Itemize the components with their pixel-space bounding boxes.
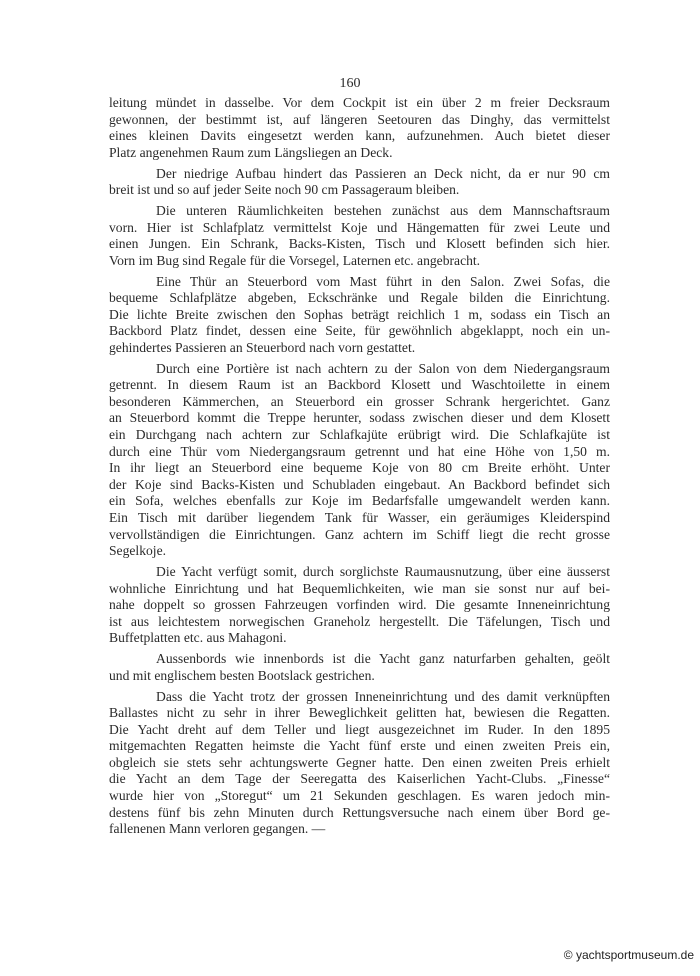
text-line: gehindertes Passieren an Steuerbord nach vorn gestattet.	[109, 339, 416, 355]
text-line: Die Yacht dreht auf dem Teller und liegt ausgezeichnet im Ruder. In den 1895	[109, 721, 610, 737]
text-line: an Steuerbord kommt die Treppe herunter, sodass zwischen dieser und dem Klosett	[109, 410, 610, 426]
text-line: eines kleinen Davits eingesetzt werden kann, aufzunehmen. Auch bietet dieser	[109, 128, 610, 144]
text-line: einen Jungen. Ein Schrank, Backs-Kisten, Tisch und Klosett befinden sich hier.	[109, 236, 610, 252]
text-line: destens fünf bis zehn Minuten durch Rettungsversuche nach einem über Bord ge-	[109, 804, 610, 820]
text-line: Ein Tisch mit darüber liegendem Tank für Wasser, ein geräumiges Kleiderspind	[109, 510, 610, 525]
text-line: wurde hier von „Storegut“ um 21 Sekunden geschlagen. Es waren jedoch min-	[109, 788, 610, 804]
text-line: fallenenen Mann verloren gegangen. —	[109, 821, 326, 837]
text-line: Backbord Platz findet, dessen eine Seite, für gewöhnlich abgeklappt, noch ein un-	[109, 323, 610, 339]
text-line: besonderen Kämmerchen, an Steuerbord ein grosser Schrank hergerichtet. Ganz	[109, 393, 610, 409]
text-line: ist aus leichtestem norwegischen Graneholz hergestellt. Die Täfelungen, Tisch und	[109, 613, 610, 629]
watermark: © yachtsportmuseum.de	[563, 948, 694, 962]
text-line: leitung mündet in dasselbe. Vor dem Cockpit ist ein über 2 m freier Decksraum	[109, 95, 610, 110]
text-line: vorn. Hier ist Schlafplatz vermittelst Koje und Hängematten für zwei Leute und	[109, 219, 610, 235]
text-line: Segelkoje.	[109, 543, 167, 559]
text-line: Die unteren Räumlichkeiten bestehen zunächst aus dem Mannschaftsraum	[156, 202, 610, 218]
text-line: ein Sofa, welches ebenfalls zur Koje im Bedarfsfalle umgewandelt werden kann.	[109, 493, 610, 509]
paragraph	[109, 203, 610, 269]
text-line: Buffetplatten etc. aus Mahagoni.	[109, 630, 287, 646]
text-line: durch eine Thür vom Niedergangsraum getrennt und hat eine Höhe von 1,50 m.	[109, 443, 610, 459]
paragraph	[109, 166, 610, 199]
text-line: vervollständigen die Einrichtungen. Ganz achtern im Schiff liegt die recht grosse	[109, 526, 610, 542]
paragraph	[109, 361, 610, 560]
body-text	[109, 95, 610, 842]
text-line: breit ist und so auf jeder Seite noch 90 cm Passageraum bleiben.	[109, 182, 460, 198]
text-line: Der niedrige Aufbau hindert das Passieren an Deck nicht, da er nur 90 cm	[156, 165, 610, 181]
text-line: wohnliche Einrichtung und hat Bequemlichkeiten, wie man sie sonst nur auf bei-	[109, 580, 610, 596]
text-line: Die Yacht verfügt somit, durch sorglichste Raumausnutzung, über eine äusserst	[156, 563, 610, 579]
text-line: und mit englischem besten Bootslack gestrichen.	[109, 667, 375, 683]
paragraph	[109, 95, 610, 161]
text-line: Die lichte Breite zwischen den Sophas beträgt reichlich 1 m, sodass ein Tisch an	[109, 306, 610, 322]
text-line: Ballastes nicht zu sehr in ihrer Beweglichkeit gelitten hat, bewiesen die Regatten.	[109, 705, 610, 721]
text-line: gewonnen, der bestimmt ist, auf längeren Seetouren das Dinghy, das vermittelst	[109, 111, 610, 127]
paragraph	[109, 564, 610, 647]
text-line: Platz angenehmen Raum zum Längsliegen an Deck.	[109, 144, 393, 160]
text-line: In ihr liegt an Steuerbord eine bequeme Koje von 80 cm Breite erhöht. Unter	[109, 460, 610, 476]
text-line: Aussenbords wie innenbords ist die Yacht ganz naturfarben gehalten, geölt	[156, 651, 610, 667]
text-line: nahe doppelt so grossen Fahrzeugen vorfinden wird. Die gesamte Inneneinrichtung	[109, 597, 610, 613]
paragraph	[109, 651, 610, 684]
paragraph	[109, 689, 610, 838]
text-line: obgleich sie stets sehr achtungswerte Gegner hatte. Den einen zweiten Preis erhielt	[109, 754, 610, 770]
paragraph	[109, 274, 610, 357]
text-line: Dass die Yacht trotz der grossen Inneneinrichtung und des damit verknüpften	[156, 688, 610, 704]
text-line: bequeme Schlafplätze abgeben, Eckschränke und Regale bilden die Einrichtung.	[109, 290, 610, 306]
text-line: Vorn im Bug sind Regale für die Vorsegel, Laternen etc. angebracht.	[109, 252, 481, 268]
text-line: Eine Thür an Steuerbord vom Mast führt in den Salon. Zwei Sofas, die	[156, 273, 610, 289]
text-line: mitgemachten Regatten heimste die Yacht fünf erste und einen zweiten Preis ein,	[109, 738, 610, 754]
text-line: getrennt. In diesem Raum ist an Backbord Klosett und Waschtoilette in einem	[109, 377, 610, 393]
text-line: Durch eine Portière ist nach achtern zu der Salon von dem Niedergangsraum	[156, 360, 610, 376]
text-line: die Yacht an dem Tage der Seeregatta des Kaiserlichen Yacht-Clubs. „Finesse“	[109, 771, 610, 787]
text-line: der Koje sind Backs-Kisten und Schubladen eingebaut. An Backbord befindet sich	[109, 476, 610, 492]
text-line: ein Durchgang nach achtern zur Schlafkajüte erübrigt wird. Die Schlafkajüte ist	[109, 427, 610, 443]
page-number: 160	[339, 76, 361, 91]
